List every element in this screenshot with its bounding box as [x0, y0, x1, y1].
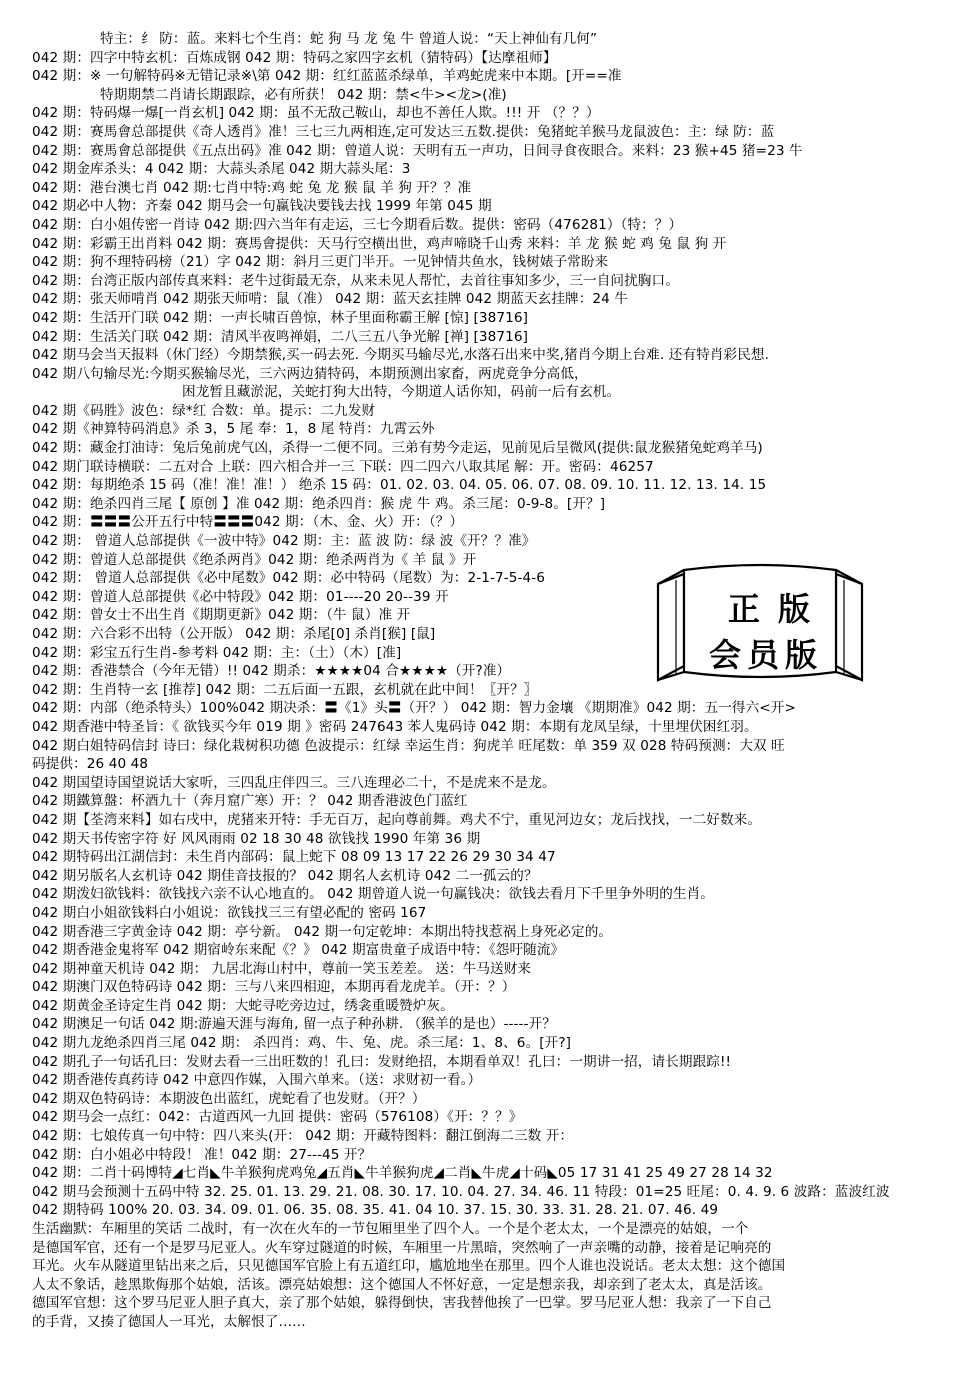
- text-line: 042 期：※ 一句解特码※无错记录※\第 042 期：红红蓝蓝杀绿单，羊鸡蛇虎来中本期。[开==准: [32, 68, 622, 85]
- text-line: 042 期：狗不理特码榜（21）字 042 期：斜月三更门半开。一见钟情共鱼水，钱树婊子常盼来: [32, 254, 609, 271]
- text-line: 042 期特码出江湖信封：未生肖内部码：鼠上蛇下 08 09 13 17 22 26 29 30 34 47: [32, 849, 556, 866]
- text-line: 042 期：每期绝杀 15 码（准！准！准！） 绝杀 15 码：01. 02. 03. 04. 05. 06. 07. 08. 09. 10. 11. 12. 13. 14. 15: [32, 477, 767, 494]
- text-line: 042 期：白小姐传密一肖诗 042 期:四六当年有走运，三七今期看后数。提供：密码（476281）（特：？）: [32, 216, 683, 233]
- text-line: 042 期：〓〓〓公开五行中特〓〓〓042 期：（木、金、火）开：（？）: [32, 514, 464, 531]
- text-line: 042 期马会当天报料（休门经）今期禁猴,买一码去死. 今期买马输尽光,水落石出来中奖,猪肖今期上台难. 还有特肖彩民想.: [32, 347, 770, 364]
- text-line: 042 期另版名人玄机诗 042 期佳音技报的？ 042 期名人玄机诗 042 二一孤云的？: [32, 867, 538, 884]
- text-line: 042 期：曾道人总部提供《绝杀两肖》042 期：绝杀两肖为《 羊 鼠 》开: [32, 551, 477, 568]
- badge-line-1: 正版: [727, 590, 828, 628]
- text-line: 042 期：内部（绝杀特头）100%042 期决杀：〓《1》头〓（开？） 042 期：智力金壤 《期期准》042 期：五一得六<开>: [32, 700, 796, 717]
- text-line: 042 期天书传密字符 好 风风雨雨 02 18 30 48 欲钱找 1990 年第 36 期: [32, 830, 481, 847]
- text-line: 042 期：赛馬會总部提供《奇人透肖》准！三七三九两相连,定可发达三五数.提供：兔猪蛇羊猴马龙鼠波色：主：绿 防：蓝: [32, 123, 775, 140]
- text-line: 042 期九龙绝杀四肖三尾 042 期： 杀四肖：鸡、牛、兔、虎。杀三尾：1、8、6。[开?]: [32, 1035, 572, 1052]
- text-line: 042 期《码胜》波色：绿*红 合数：单。提示：二九发财: [32, 402, 376, 419]
- text-line: 042 期香港中特圣旨：《 欲钱买今年 019 期 》密码 247643 苯人鬼码诗 042 期：本期有龙凤呈绿，十里埋伏困红羽。: [32, 718, 758, 735]
- text-line: 042 期神童天机诗 042 期： 九居北海山村中，尊前一笑玉差差。 送：牛马送财来: [32, 960, 532, 977]
- text-line: 042 期：生活开门联 042 期：一声长啸百兽惊，林子里面称霸王解 [惊] [38716]: [32, 309, 528, 326]
- text-line: 042 期：彩霸王出肖料 042 期：赛馬會提供：天马行空横出世，鸡声啼晓千山秀 来料：羊 龙 猴 蛇 鸡 兔 鼠 狗 开: [32, 235, 727, 252]
- text-line: 042 期：台湾正版内部传真来料：老牛过街最无奈，从来未见人帮忙，去首往事知多少，三一自问扰胸口。: [32, 272, 679, 289]
- text-line: 的手背，又揍了德国人一耳光，太解恨了……: [32, 1313, 306, 1330]
- text-line: 特主：纟 防：蓝。来料七个生肖：蛇 狗 马 龙 兔 牛 曾道人说：“天上神仙有几何”: [100, 31, 598, 47]
- text-line: 042 期：曾道人总部提供《必中特段》042 期：01----20 20--39 开: [32, 588, 449, 605]
- text-line: 042 期【荃湾来料】如右戌中，虎猪来开特：手无百万，起向尊前舞。鸡犬不宁，重见河边女；龙后找找，一二好数来。: [32, 811, 762, 828]
- text-line: 042 期白小姐欲钱料白小姐说：欲钱找三三有望必配的 密码 167: [32, 904, 427, 921]
- text-line: 人太不象话，趁黑欺侮那个姑娘，活该。漂亮姑娘想：这个德国人不怀好意，一定是想亲我，却亲到了老太太，真是活该。: [32, 1276, 772, 1293]
- text-line: 042 期：香港禁合（今年无错）!! 042 期杀：★★★★04 合★★★★（开?准）: [32, 663, 511, 680]
- text-line: 042 期： 曾道人总部提供《一波中特》042 期：主：蓝 波 防：绿 波《开？？准》: [32, 533, 536, 550]
- text-line: 042 期黄金圣诗定生肖 042 期：大蛇寻吃旁边过，绣衾重暖赞炉灰。: [32, 997, 454, 1014]
- text-line: 042 期： 曾道人总部提供《必中尾数》042 期：必中特码（尾数）为：2-1-7-5-4-6: [32, 570, 546, 587]
- text-line: 042 期：特码爆一爆[一肖玄机] 042 期：虽不无敌己鞍山，却也不善任人欺。!!! 开 （？？）: [32, 105, 600, 122]
- badge-line-2: 会员版: [708, 636, 823, 674]
- text-line: 042 期：彩宝五行生肖-参考料 042 期：主：（土）（木）[准]: [32, 644, 402, 661]
- text-line: 特期期禁二肖请长期跟踪，必有所获！ 042 期：禁<牛><龙>(准): [100, 86, 507, 103]
- text-line: 耳光。火车从隧道里钻出来之后，只见德国军官脸上有五道红印，尴尬地坐在那里。四个人谁也没说话。老太太想：这个德国: [32, 1258, 786, 1275]
- text-line: 042 期香港传真药诗 042 中意四作媒，入围六单来。（送：求财初一看。）: [32, 1072, 482, 1089]
- text-line: 042 期特码 100% 20. 03. 34. 09. 01. 06. 35. 08. 35. 41. 04 10. 37. 15. 30. 33. 31. 28. 21. 07. 46. 49: [32, 1202, 719, 1219]
- text-line: 042 期门联诗横联：二五对合 上联：四六相合并一三 下联：四二四六八取其尾 解：开。密码：46257: [32, 458, 654, 475]
- text-line: 042 期国望诗国望说话大家听，三四乱庄伴四三。三八连理必二十，不是虎来不是龙。: [32, 774, 556, 791]
- text-line: 042 期鐵算盤：杯酒九十（奔月窟广寒）开：？ 042 期香港波色门蓝红: [32, 793, 468, 810]
- text-line: 042 期八句输尽光:今期买猴输尽光，三六两边猜特码，本期预测出家畜，两虎竟争分高低，: [32, 365, 588, 382]
- text-line: 042 期香港三字黄金诗 042 期：亭兮新。 042 期一句定乾坤：本期出特找惹祸上身死必定的。: [32, 923, 613, 940]
- text-line: 042 期：生活关门联 042 期：清风半夜鸣禅娟，二八三五八争光解 [禅] [38716]: [32, 328, 528, 345]
- text-line: 042 期香港金鬼将军 042 期宿岭东来配《？》 042 期富贵童子成语中特：《怨吁随流》: [32, 942, 565, 959]
- text-line: 042 期：张天师啃肖 042 期张天师啃：鼠（准） 042 期：蓝天玄挂牌 042 期蓝天玄挂牌：24 牛: [32, 291, 629, 308]
- text-line: 042 期澳足一句话 042 期:游遍天涯与海角, 留一点子种孙耕. （猴羊的是也）-----开？: [32, 1016, 556, 1033]
- text-line: 042 期马会预测十五码中特 32. 25. 01. 13. 29. 21. 08. 30. 17. 10. 04. 27. 34. 46. 11 特段：01=25 旺尾：0. 4. 9. 6 波路：蓝波红波: [32, 1183, 890, 1200]
- text-line: 042 期：赛馬會总部提供《五点出码》准 042 期：曾道人说：天明有五一声功，日间寻食夜眼合。来料：23 猴+45 猪=23 牛: [32, 142, 803, 159]
- text-line: 042 期《神算特码消息》杀 3，5 尾 奉：1，8 尾 特肖：九霄云外: [32, 421, 435, 438]
- text-line: 德国军官想：这个罗马尼亚人胆子真大，亲了那个姑娘，躲得倒快，害我替他挨了一巴掌。罗马尼亚人想：我亲了一下自己: [32, 1295, 772, 1312]
- text-line: 042 期马会一点红：042：古道西风一九回 提供：密码（576108）《开：？？》: [32, 1109, 523, 1126]
- text-line: 042 期：曾女士不出生肖《期期更新》042 期：（牛 鼠）准 开: [32, 607, 411, 624]
- text-line: 042 期白姐特码信封 诗曰：绿化栽树积功德 色波提示：红绿 幸运生肖：狗虎羊 旺尾数：单 359 双 028 特码预测：大双 旺: [32, 737, 785, 754]
- text-line: 042 期：港台澳七肖 042 期:七肖中特:鸡 蛇 兔 龙 猴 鼠 羊 狗 开？？准: [32, 179, 472, 196]
- text-line: 042 期：二肖十码博特◢七肖◣牛羊猴狗虎鸡兔◢五肖◣牛羊猴狗虎◢二肖◣牛虎◢十码◣05 17 31 41 25 49 27 28 14 32: [32, 1165, 773, 1182]
- text-line: 042 期孔子一句话孔曰：发财去看一三出旺数的！孔曰：发财绝招，本期看单双！孔曰：一期讲一招，请长期跟踪!!: [32, 1053, 732, 1070]
- text-line: 042 期必中人物：齐秦 042 期马会一句赢钱决要钱去找 1999 年第 045 期: [32, 198, 492, 215]
- text-line: 困龙暂且藏淤泥，关蛇打狗大出特，今期道人话你知，码前一后有玄机。: [182, 384, 621, 401]
- text-line: 生活幽默：车厢里的笑话 二战时，有一次在火车的一节包厢里坐了四个人。一个是个老太太，一个是漂亮的姑娘，一个: [32, 1221, 749, 1237]
- text-line: 042 期泼妇欲钱料：欲钱找六亲不认心地直的。 042 期曾道人说一句赢钱决：欲钱去看月下千里争外明的生肖。: [32, 886, 714, 903]
- text-line: 码提供：26 40 48: [32, 756, 149, 773]
- text-line: 042 期：白小姐必中特段！ 准！042 期：27---45 开？: [32, 1146, 372, 1163]
- text-line: 042 期金库杀头：4 042 期：大蒜头杀尾 042 期大蒜头尾：3: [32, 161, 411, 178]
- text-line: 042 期澳门双色特码诗 042 期：三与八来四相迎，本期再看龙虎羊。（开：？）: [32, 979, 516, 996]
- text-line: 042 期：藏金打油诗：兔后兔前虎气凶，杀得一二便不同。三弟有势今走运，见前见后呈微风(提供:鼠龙猴猪兔蛇鸡羊马): [32, 440, 763, 457]
- text-line: 042 期：六合彩不出特（公开版） 042 期：杀尾[0] 杀肖[猴] [鼠]: [32, 626, 436, 642]
- text-line: 042 期：生肖特一玄 [推荐] 042 期：二五后面一五跟，玄机就在此中间！〖开？〗: [32, 681, 538, 698]
- genuine-member-badge: [654, 556, 866, 692]
- text-line: 042 期：七娘传真一句中特：四八来头(开： 042 期：开藏特图料：翻江倒海二三数 开：: [32, 1128, 574, 1145]
- text-line: 042 期：四字中特玄机：百炼成钢 042 期：特码之家四字玄机（猜特码）【达摩祖师】: [32, 49, 557, 66]
- text-line: [32, 1332, 937, 1351]
- text-line: 042 期：绝杀四肖三尾【 原创 】准 042 期：绝杀四肖：猴 虎 牛 鸡。杀三尾：0-9-8。[开？]: [32, 495, 606, 512]
- text-line: 042 期双色特码诗：本期波色出蓝红，虎蛇看了也发财。（开？）: [32, 1090, 426, 1107]
- text-line: 是德国军官，还有一个是罗马尼亚人。火车穿过隧道的时候，车厢里一片黑暗，突然响了一声亲嘴的动静，接着是记响亮的: [32, 1239, 772, 1256]
